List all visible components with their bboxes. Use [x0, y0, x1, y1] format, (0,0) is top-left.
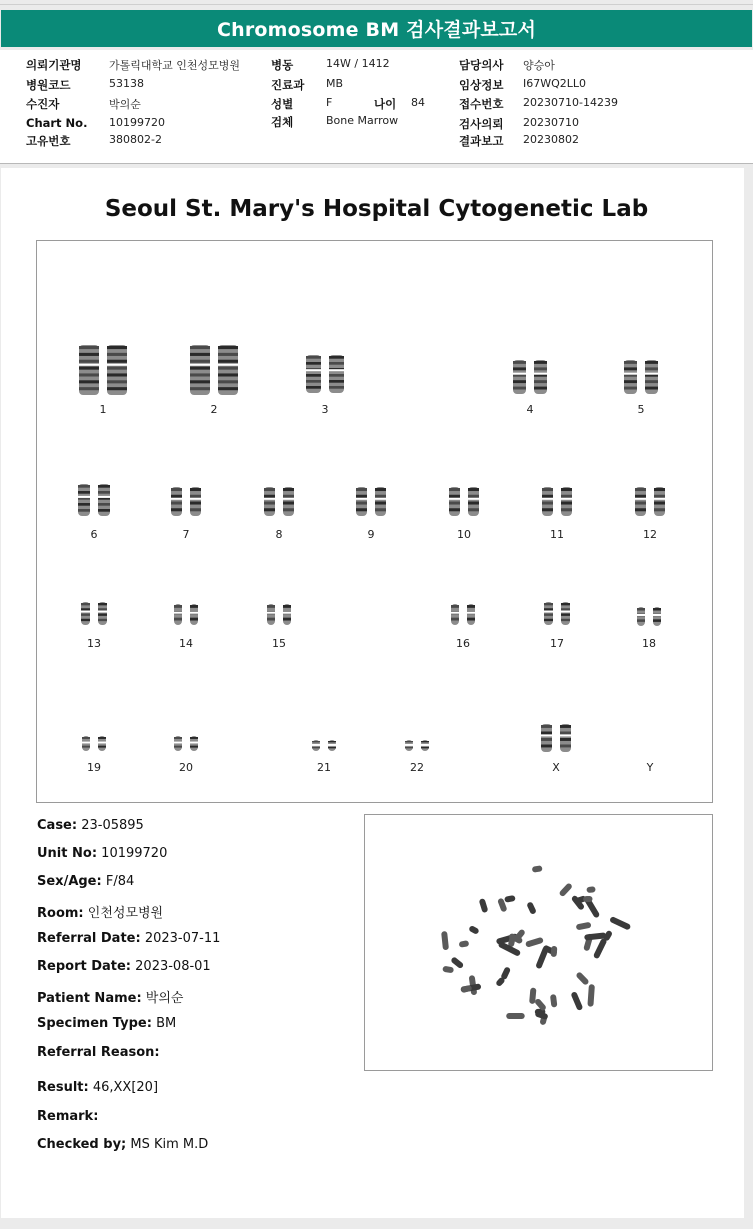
- chromosome-label-8: 8: [275, 528, 283, 541]
- chromosome-label-17: 17: [550, 637, 564, 650]
- checked-value: MS Kim M.D: [130, 1137, 209, 1152]
- chromosome-label-21: 21: [317, 761, 331, 774]
- doctor-label: 담당의사: [459, 58, 504, 72]
- chromosome-pair-6: [77, 483, 111, 517]
- metaphase-chromosome: [441, 931, 449, 950]
- chromosome-pair-8: [263, 486, 295, 517]
- code-value: 53138: [109, 77, 144, 90]
- karyogram-panel: [36, 240, 713, 803]
- lab-title: Seoul St. Mary's Hospital Cytogenetic Lab: [104, 196, 649, 222]
- age-value: 84: [411, 96, 425, 109]
- chart-value: 10199720: [109, 116, 165, 129]
- unique-label: 고유번호: [26, 134, 71, 148]
- chromosome-label-19: 19: [87, 761, 101, 774]
- referral-date-line: [37, 931, 220, 946]
- ward-value: 14W / 1412: [326, 57, 390, 70]
- age-label: 나이: [374, 97, 397, 111]
- hospital-label: 의뢰기관명: [26, 58, 82, 72]
- chromosome-pair-14: [173, 603, 199, 626]
- chromosome-pair-13: [80, 601, 108, 626]
- chromosome-label-5: 5: [637, 403, 645, 416]
- chromosome-pair-9: [355, 486, 387, 517]
- chromosome-pair-22: [404, 739, 430, 752]
- chromosome-label-4: 4: [526, 403, 534, 416]
- dept-label: 진료과: [271, 78, 305, 92]
- result-report-value: 20230802: [523, 133, 579, 146]
- chromosome-pair-15: [266, 603, 292, 626]
- metaphase-chromosome: [442, 966, 454, 974]
- chromosome-pair-3: [305, 354, 345, 394]
- chromosome-label-11: 11: [550, 528, 564, 541]
- metaphase-chromosome: [479, 898, 489, 913]
- chromosome-label-22: 22: [410, 761, 424, 774]
- request-value: 20230710: [523, 116, 579, 129]
- chromosome-label-7: 7: [182, 528, 190, 541]
- chromosome-label-2: 2: [210, 403, 218, 416]
- metaphase-chromosome: [558, 882, 573, 897]
- remark-line: [37, 1109, 98, 1124]
- room-line: [37, 902, 163, 921]
- referral-date-value: 2023-07-11: [144, 931, 221, 946]
- dept-value: MB: [326, 77, 344, 90]
- top-rule: [0, 4, 753, 5]
- metaphase-chromosome: [550, 946, 557, 957]
- chromosome-pair-7: [170, 486, 202, 517]
- chromosome-pair-4: [512, 359, 548, 395]
- chromosome-pair-20: [173, 735, 199, 752]
- result-line: [37, 1080, 158, 1095]
- remark-label: Remark:: [37, 1109, 99, 1124]
- metaphase-chromosome: [525, 937, 544, 948]
- chromosome-label-Y: Y: [646, 761, 654, 774]
- result-label: Result:: [37, 1080, 89, 1095]
- metaphase-chromosome: [504, 895, 516, 903]
- room-label: Room:: [37, 906, 84, 921]
- metaphase-chromosome: [459, 940, 470, 948]
- metaphase-chromosome: [550, 994, 558, 1008]
- patient-value: 박의순: [145, 991, 184, 1006]
- reason-line: [37, 1045, 160, 1060]
- result-value: 46,XX[20]: [92, 1080, 159, 1095]
- chromosome-label-1: 1: [99, 403, 107, 416]
- chromosome-pair-21: [311, 739, 337, 752]
- chromosome-label-10: 10: [457, 528, 471, 541]
- report-date-line: [37, 959, 211, 974]
- chromosome-label-9: 9: [367, 528, 375, 541]
- chromosome-pair-10: [448, 486, 480, 517]
- metaphase-chromosome: [576, 922, 592, 931]
- report-date-value: 2023-08-01: [135, 959, 211, 974]
- chromosome-pair-17: [543, 601, 571, 626]
- chromosome-label-X: X: [552, 761, 560, 774]
- unique-value: 380802-2: [109, 133, 162, 146]
- case-line: [37, 818, 144, 833]
- sex-label: 성별: [271, 97, 294, 111]
- chromosome-label-20: 20: [179, 761, 193, 774]
- metaphase-chromosome: [575, 971, 589, 986]
- chromosome-pair-X: [540, 723, 572, 753]
- chromosome-pair-11: [541, 486, 573, 517]
- metaphase-chromosome: [587, 984, 595, 1007]
- patient-line: [37, 987, 183, 1006]
- metaphase-chromosome: [468, 925, 480, 935]
- chromosome-label-16: 16: [456, 637, 470, 650]
- clinical-label: 임상정보: [459, 78, 504, 92]
- sex-value: F: [326, 96, 333, 109]
- chromosome-label-15: 15: [272, 637, 286, 650]
- chart-label: Chart No.: [26, 116, 88, 130]
- specimen-value: BM: [156, 1016, 177, 1031]
- receipt-label: 접수번호: [459, 97, 504, 111]
- chromosome-label-3: 3: [321, 403, 329, 416]
- case-label: Case:: [37, 818, 78, 833]
- doctor-value: 양승아: [523, 59, 555, 72]
- unit-line: [37, 846, 167, 861]
- metaphase-chromosome: [593, 938, 608, 960]
- unit-value: 10199720: [101, 846, 168, 861]
- chromosome-label-12: 12: [643, 528, 657, 541]
- patient-label: Patient Name:: [37, 991, 142, 1006]
- unit-label: Unit No:: [37, 846, 98, 861]
- chromosome-pair-19: [81, 735, 107, 752]
- chromosome-label-6: 6: [90, 528, 98, 541]
- metaphase-chromosome: [532, 865, 543, 873]
- checked-label: Checked by;: [37, 1137, 127, 1152]
- room-value: 인천성모병원: [87, 906, 164, 921]
- specimen-header-label: 검체: [271, 115, 294, 129]
- chromosome-pair-5: [623, 359, 659, 395]
- sexage-line: [37, 874, 134, 889]
- recipient-value: 박의순: [109, 98, 141, 111]
- sexage-label: Sex/Age:: [37, 874, 102, 889]
- metaphase-chromosome: [450, 956, 464, 969]
- code-label: 병원코드: [26, 78, 71, 92]
- request-label: 검사의뢰: [459, 117, 504, 131]
- chromosome-pair-18: [636, 606, 662, 627]
- chromosome-pair-2: [189, 344, 239, 396]
- chromosome-pair-12: [634, 486, 666, 517]
- metaphase-chromosome: [506, 1013, 525, 1019]
- report-title: Chromosome BM 검사결과보고서: [1, 10, 752, 47]
- metaphase-image: [364, 814, 713, 1071]
- receipt-value: 20230710-14239: [523, 96, 618, 109]
- patient-header: [0, 50, 753, 164]
- ward-label: 병동: [271, 58, 294, 72]
- metaphase-chromosome: [526, 901, 537, 915]
- metaphase-chromosome: [586, 886, 595, 893]
- recipient-label: 수진자: [26, 97, 60, 111]
- metaphase-chromosome: [570, 991, 583, 1011]
- sexage-value: F/84: [105, 874, 135, 889]
- chromosome-label-13: 13: [87, 637, 101, 650]
- clinical-value: I67WQ2LL0: [523, 77, 587, 90]
- chromosome-pair-16: [450, 603, 476, 626]
- metaphase-chromosome: [583, 896, 593, 902]
- checked-line: [37, 1137, 208, 1152]
- chromosome-label-18: 18: [642, 637, 656, 650]
- report-date-label: Report Date:: [37, 959, 132, 974]
- metaphase-chromosome: [609, 916, 631, 931]
- result-report-label: 결과보고: [459, 134, 504, 148]
- specimen-label: Specimen Type:: [37, 1016, 152, 1031]
- hospital-value: 가톨릭대학교 인천성모병원: [109, 59, 241, 72]
- chromosome-label-14: 14: [179, 637, 193, 650]
- metaphase-spread-graphic: [365, 815, 712, 1070]
- specimen-header-value: Bone Marrow: [326, 114, 399, 127]
- referral-date-label: Referral Date:: [37, 931, 141, 946]
- case-value: 23-05895: [81, 818, 144, 833]
- specimen-line: [37, 1016, 176, 1031]
- chromosome-pair-1: [78, 344, 128, 396]
- reason-label: Referral Reason:: [37, 1045, 160, 1060]
